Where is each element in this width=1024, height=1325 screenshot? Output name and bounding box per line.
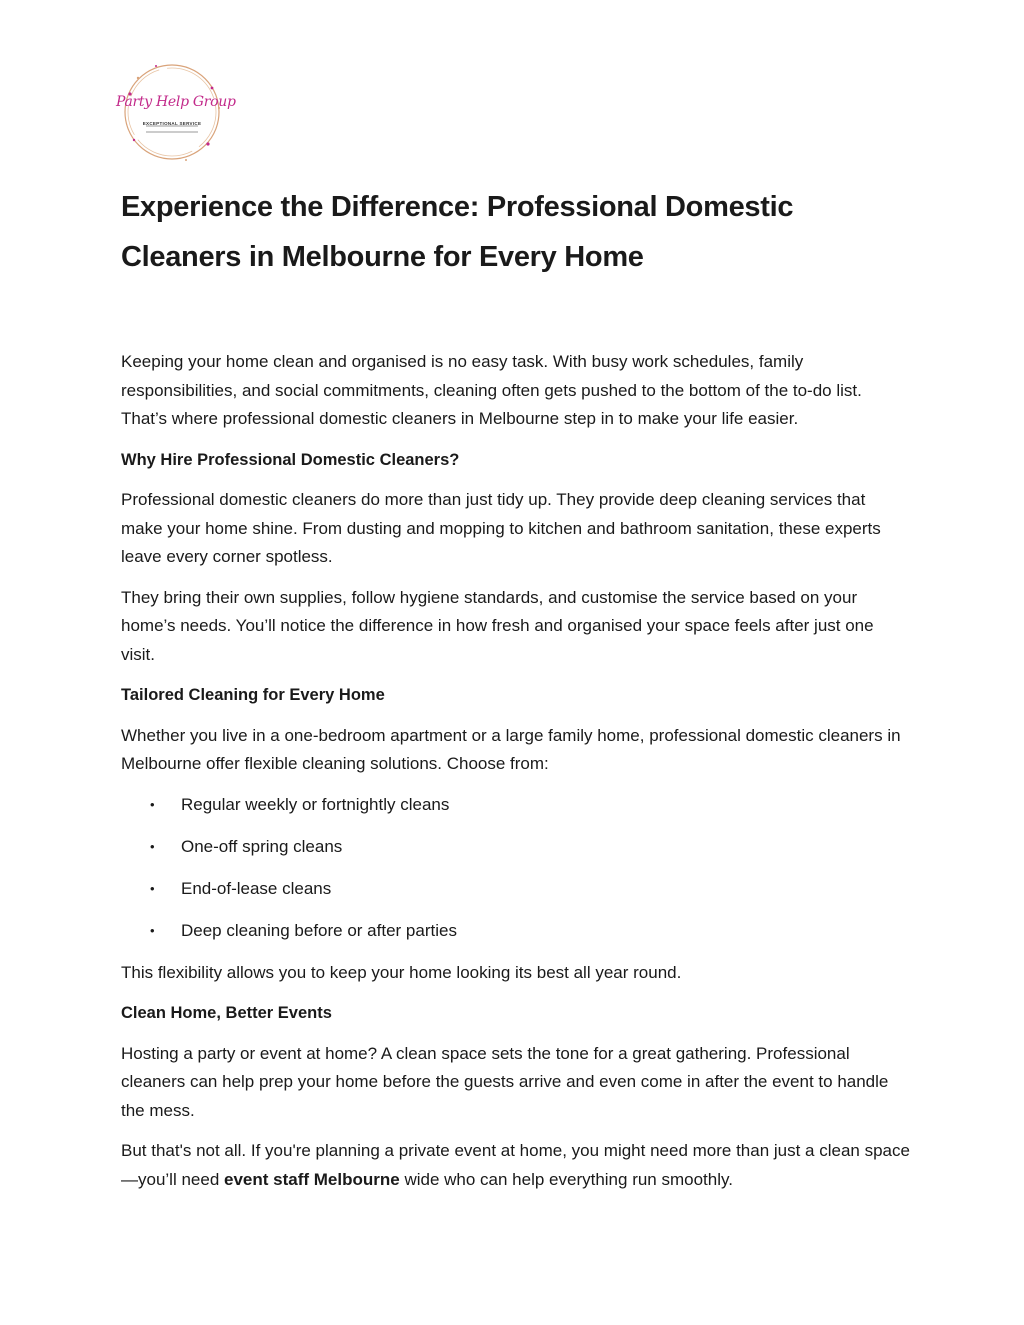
- paragraph-why-hire-1: Professional domestic cleaners do more than just tidy up. They provide deep cleaning services that make your home shine. From dusting and mopping to kitchen and bathroom sanitation, these experts leave every corner spotless.: [121, 490, 881, 566]
- section-heading-tailored: Tailored Cleaning for Every Home: [121, 686, 385, 704]
- bullet-icon: •: [150, 922, 155, 938]
- paragraph-events-1: Hosting a party or event at home? A clean space sets the tone for a great gathering. Professional cleaners can help prep your home before the guests arrive and even come in after the event to handle the mess.: [121, 1043, 889, 1120]
- section-heading-events: Clean Home, Better Events: [121, 1004, 332, 1022]
- cleaning-options-list: [121, 791, 911, 946]
- logo-tagline: EXCEPTIONAL SERVICE: [142, 121, 202, 126]
- list-item: [121, 917, 911, 946]
- bullet-icon: •: [150, 838, 155, 854]
- logo-ring-graphic: [116, 60, 236, 164]
- list-item: [121, 875, 911, 904]
- paragraph-events-2-start: But that's not all. If you're planning a private event at home, you might need more than just a clean space—you’ll need: [121, 1141, 910, 1189]
- event-staff-link-text: event staff Melbourne: [224, 1169, 400, 1189]
- list-item-text: Regular weekly or fortnightly cleans: [181, 794, 450, 814]
- paragraph-events-2-end: wide who can help everything run smoothly.: [399, 1169, 733, 1189]
- list-item: [121, 833, 911, 862]
- list-item-text: One-off spring cleans: [181, 836, 343, 856]
- paragraph-tailored-1: Whether you live in a one-bedroom apartment or a large family home, professional domestic cleaners in Melbourne offer flexible cleaning solutions. Choose from:: [121, 725, 901, 773]
- paragraph-why-hire-2: They bring their own supplies, follow hygiene standards, and customise the service based on your home’s needs. You’ll notice the difference in how fresh and organised your space feels after just one visit.: [121, 587, 874, 664]
- company-logo: [116, 60, 236, 164]
- paragraph-tailored-2: This flexibility allows you to keep your home looking its best all year round.: [121, 962, 682, 982]
- article: [121, 182, 911, 1206]
- bullet-icon: •: [150, 880, 155, 896]
- list-item-text: End-of-lease cleans: [181, 878, 332, 898]
- logo-brand-text: Party Help Group: [116, 94, 236, 110]
- paragraph-events-2: [121, 1137, 911, 1194]
- list-item: [121, 791, 911, 820]
- bullet-icon: •: [150, 796, 155, 812]
- section-heading-why-hire: Why Hire Professional Domestic Cleaners?: [121, 450, 460, 469]
- page-title: Experience the Difference: Professional Domestic Cleaners in Melbourne for Every Home: [121, 191, 794, 273]
- intro-paragraph: Keeping your home clean and organised is no easy task. With busy work schedules, family responsibilities, and social commitments, cleaning often gets pushed to the bottom of the to-do list. That’s where professional domestic cleaners in Melbourne step in to make your life easier.: [121, 352, 862, 428]
- list-item-text: Deep cleaning before or after parties: [181, 920, 457, 940]
